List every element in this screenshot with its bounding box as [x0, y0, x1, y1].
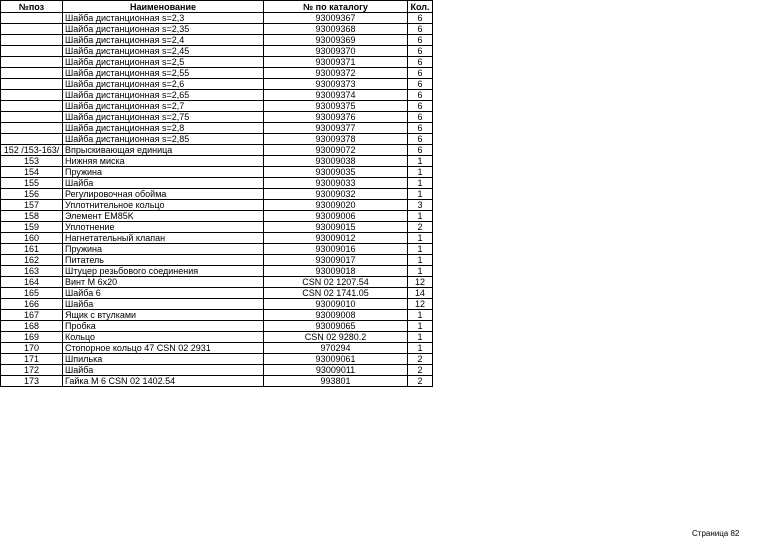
- cell-name: Пружина: [63, 244, 264, 255]
- cell-quantity: 2: [408, 376, 433, 387]
- cell-name: Уплотнение: [63, 222, 264, 233]
- cell-quantity: 1: [408, 211, 433, 222]
- cell-name: Шайба дистанционная s=2,6: [63, 79, 264, 90]
- cell-catalog-number: 93009038: [264, 156, 408, 167]
- cell-catalog-number: 93009016: [264, 244, 408, 255]
- cell-quantity: 6: [408, 13, 433, 24]
- cell-position: 152 /153-163/: [1, 145, 63, 156]
- cell-position: [1, 35, 63, 46]
- cell-name: Ящик с втулками: [63, 310, 264, 321]
- cell-name: Пробка: [63, 321, 264, 332]
- table-row: [1, 90, 433, 101]
- cell-position: [1, 134, 63, 145]
- table-row: [1, 46, 433, 57]
- cell-position: 164: [1, 277, 63, 288]
- cell-name: Шайба 6: [63, 288, 264, 299]
- table-row: [1, 134, 433, 145]
- cell-position: 163: [1, 266, 63, 277]
- table-row: [1, 24, 433, 35]
- cell-catalog-number: 93009008: [264, 310, 408, 321]
- cell-catalog-number: CSN 02 9280.2: [264, 332, 408, 343]
- cell-quantity: 1: [408, 178, 433, 189]
- cell-name: Регулировочная обойма: [63, 189, 264, 200]
- cell-catalog-number: 93009035: [264, 167, 408, 178]
- cell-catalog-number: 93009061: [264, 354, 408, 365]
- cell-quantity: 12: [408, 277, 433, 288]
- cell-name: Шайба дистанционная s=2,75: [63, 112, 264, 123]
- table-row: [1, 13, 433, 24]
- header-position: №поз: [1, 1, 63, 13]
- cell-catalog-number: 93009374: [264, 90, 408, 101]
- cell-position: [1, 13, 63, 24]
- cell-quantity: 1: [408, 266, 433, 277]
- cell-quantity: 2: [408, 222, 433, 233]
- cell-position: [1, 112, 63, 123]
- cell-catalog-number: 93009012: [264, 233, 408, 244]
- cell-catalog-number: 93009015: [264, 222, 408, 233]
- table-row: [1, 145, 433, 156]
- cell-catalog-number: 93009011: [264, 365, 408, 376]
- cell-quantity: 1: [408, 244, 433, 255]
- cell-name: Стопорное кольцо 47 CSN 02 2931: [63, 343, 264, 354]
- table-row: [1, 343, 433, 354]
- table-row: [1, 79, 433, 90]
- table-row: [1, 112, 433, 123]
- cell-position: 153: [1, 156, 63, 167]
- cell-position: 166: [1, 299, 63, 310]
- cell-name: Пружина: [63, 167, 264, 178]
- table-row: [1, 167, 433, 178]
- cell-name: Шайба: [63, 178, 264, 189]
- cell-position: 168: [1, 321, 63, 332]
- table-row: [1, 244, 433, 255]
- table-row: [1, 288, 433, 299]
- cell-catalog-number: 93009017: [264, 255, 408, 266]
- cell-catalog-number: 93009377: [264, 123, 408, 134]
- cell-position: 159: [1, 222, 63, 233]
- cell-position: 172: [1, 365, 63, 376]
- cell-name: Шайба дистанционная s=2,8: [63, 123, 264, 134]
- cell-quantity: 14: [408, 288, 433, 299]
- cell-quantity: 6: [408, 134, 433, 145]
- cell-catalog-number: CSN 02 1741.05: [264, 288, 408, 299]
- cell-catalog-number: 93009010: [264, 299, 408, 310]
- cell-quantity: 6: [408, 68, 433, 79]
- cell-quantity: 1: [408, 255, 433, 266]
- cell-position: [1, 46, 63, 57]
- header-quantity: Кол.: [408, 1, 433, 13]
- cell-name: Шайба дистанционная s=2,3: [63, 13, 264, 24]
- cell-name: Шайба: [63, 299, 264, 310]
- parts-table: [0, 0, 433, 387]
- cell-catalog-number: 93009072: [264, 145, 408, 156]
- cell-catalog-number: 93009378: [264, 134, 408, 145]
- cell-position: 169: [1, 332, 63, 343]
- cell-catalog-number: 93009373: [264, 79, 408, 90]
- cell-position: 173: [1, 376, 63, 387]
- cell-name: Шайба дистанционная s=2,35: [63, 24, 264, 35]
- cell-name: Шпилька: [63, 354, 264, 365]
- table-row: [1, 123, 433, 134]
- table-row: [1, 332, 433, 343]
- cell-catalog-number: 93009006: [264, 211, 408, 222]
- cell-quantity: 1: [408, 343, 433, 354]
- table-row: [1, 266, 433, 277]
- cell-catalog-number: 970294: [264, 343, 408, 354]
- cell-position: 170: [1, 343, 63, 354]
- cell-position: 158: [1, 211, 63, 222]
- cell-name: Шайба дистанционная s=2,85: [63, 134, 264, 145]
- cell-name: Шайба дистанционная s=2,55: [63, 68, 264, 79]
- cell-name: Питатель: [63, 255, 264, 266]
- cell-name: Нагнетательный клапан: [63, 233, 264, 244]
- table-row: [1, 211, 433, 222]
- parts-table-body: [1, 13, 433, 387]
- table-row: [1, 68, 433, 79]
- table-row: [1, 189, 433, 200]
- cell-catalog-number: 93009367: [264, 13, 408, 24]
- cell-quantity: 1: [408, 167, 433, 178]
- cell-position: 156: [1, 189, 63, 200]
- table-row: [1, 354, 433, 365]
- table-row: [1, 310, 433, 321]
- cell-quantity: 3: [408, 200, 433, 211]
- cell-name: Шайба: [63, 365, 264, 376]
- cell-quantity: 1: [408, 332, 433, 343]
- table-row: [1, 321, 433, 332]
- cell-catalog-number: 93009375: [264, 101, 408, 112]
- table-row: [1, 365, 433, 376]
- cell-position: 160: [1, 233, 63, 244]
- cell-position: 155: [1, 178, 63, 189]
- cell-quantity: 6: [408, 145, 433, 156]
- cell-name: Шайба дистанционная s=2,4: [63, 35, 264, 46]
- cell-quantity: 2: [408, 365, 433, 376]
- table-row: [1, 376, 433, 387]
- table-row: [1, 156, 433, 167]
- cell-position: 171: [1, 354, 63, 365]
- cell-name: Кольцо: [63, 332, 264, 343]
- cell-quantity: 6: [408, 46, 433, 57]
- cell-name: Гайка M 6 CSN 02 1402.54: [63, 376, 264, 387]
- cell-catalog-number: 93009372: [264, 68, 408, 79]
- cell-quantity: 2: [408, 354, 433, 365]
- cell-name: Уплотнительное кольцо: [63, 200, 264, 211]
- cell-position: [1, 57, 63, 68]
- cell-quantity: 6: [408, 101, 433, 112]
- cell-position: 161: [1, 244, 63, 255]
- table-row: [1, 277, 433, 288]
- cell-position: [1, 101, 63, 112]
- table-row: [1, 178, 433, 189]
- cell-name: Нижняя миска: [63, 156, 264, 167]
- cell-quantity: 6: [408, 35, 433, 46]
- cell-name: Шайба дистанционная s=2,5: [63, 57, 264, 68]
- table-row: [1, 255, 433, 266]
- cell-name: Шайба дистанционная s=2,65: [63, 90, 264, 101]
- cell-name: Винт M 6x20: [63, 277, 264, 288]
- table-row: [1, 35, 433, 46]
- table-row: [1, 233, 433, 244]
- cell-catalog-number: 93009065: [264, 321, 408, 332]
- cell-quantity: 1: [408, 189, 433, 200]
- table-header-row: [1, 1, 433, 13]
- cell-position: [1, 68, 63, 79]
- cell-position: 165: [1, 288, 63, 299]
- cell-name: Шайба дистанционная s=2,7: [63, 101, 264, 112]
- cell-position: [1, 123, 63, 134]
- cell-catalog-number: 93009018: [264, 266, 408, 277]
- table-row: [1, 101, 433, 112]
- cell-catalog-number: 93009369: [264, 35, 408, 46]
- cell-position: [1, 90, 63, 101]
- cell-quantity: 6: [408, 24, 433, 35]
- cell-catalog-number: CSN 02 1207.54: [264, 277, 408, 288]
- cell-catalog-number: 93009032: [264, 189, 408, 200]
- cell-quantity: 6: [408, 79, 433, 90]
- cell-catalog-number: 93009020: [264, 200, 408, 211]
- cell-position: 162: [1, 255, 63, 266]
- cell-catalog-number: 93009376: [264, 112, 408, 123]
- page-number: Страница 82: [692, 529, 740, 538]
- cell-name: Впрыскивающая единица: [63, 145, 264, 156]
- cell-position: 157: [1, 200, 63, 211]
- cell-name: Элемент EM85K: [63, 211, 264, 222]
- cell-quantity: 1: [408, 156, 433, 167]
- table-row: [1, 57, 433, 68]
- cell-quantity: 6: [408, 123, 433, 134]
- cell-position: 154: [1, 167, 63, 178]
- cell-catalog-number: 993801: [264, 376, 408, 387]
- cell-position: [1, 24, 63, 35]
- table-row: [1, 222, 433, 233]
- cell-quantity: 1: [408, 310, 433, 321]
- table-row: [1, 299, 433, 310]
- header-catalog-number: № по каталогу: [264, 1, 408, 13]
- cell-quantity: 1: [408, 233, 433, 244]
- cell-catalog-number: 93009368: [264, 24, 408, 35]
- cell-position: 167: [1, 310, 63, 321]
- cell-quantity: 6: [408, 90, 433, 101]
- cell-quantity: 1: [408, 321, 433, 332]
- header-name: Наименование: [63, 1, 264, 13]
- cell-quantity: 6: [408, 112, 433, 123]
- table-row: [1, 200, 433, 211]
- cell-quantity: 6: [408, 57, 433, 68]
- cell-catalog-number: 93009371: [264, 57, 408, 68]
- cell-position: [1, 79, 63, 90]
- cell-catalog-number: 93009033: [264, 178, 408, 189]
- cell-name: Штуцер резьбового соединения: [63, 266, 264, 277]
- cell-name: Шайба дистанционная s=2,45: [63, 46, 264, 57]
- cell-quantity: 12: [408, 299, 433, 310]
- cell-catalog-number: 93009370: [264, 46, 408, 57]
